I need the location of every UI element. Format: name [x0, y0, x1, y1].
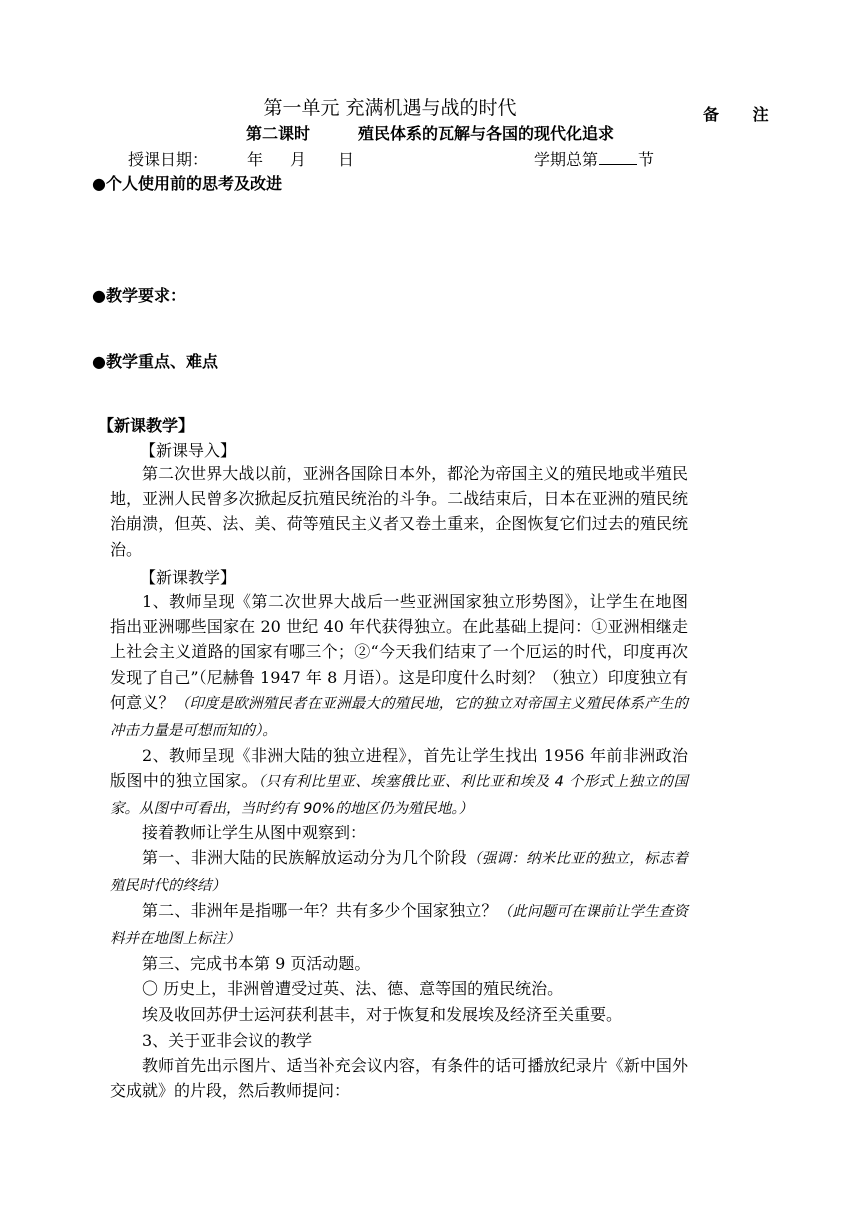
date-line [128, 147, 354, 170]
paragraph-2 [110, 743, 688, 823]
section-reflection: ●个人使用前的思考及改进 [92, 174, 282, 193]
date-label: 授课日期： [128, 150, 209, 169]
paragraph-10: 教师首先出示图片、适当补充会议内容，有条件的话可播放纪录片《新中国外交成就》的片段，然后教师提问： [110, 1056, 688, 1101]
paragraph-8: 埃及收回苏伊士运河获利甚丰，对于恢复和发展埃及经济至关重要。 [142, 1005, 623, 1024]
section-new-lesson: 【新课教学】 [98, 416, 195, 435]
teaching-heading: 【新课教学】 [140, 568, 237, 587]
term-suffix: 节 [638, 150, 655, 169]
lesson-number: 第二课时 [245, 124, 310, 143]
unit-title: 第一单元 充满机遇与战的时代 [263, 97, 517, 119]
day-label: 日 [338, 150, 355, 169]
paragraph-6: 第三、完成书本第 9 页活动题。 [142, 954, 371, 973]
paragraph-4-text: 第一、非洲大陆的民族解放运动分为几个阶段 [142, 848, 467, 867]
term-count [534, 147, 654, 170]
paragraph-4-note: （强调：纳米比亚的独立，标志着殖民时代的终结） [110, 851, 688, 895]
intro-heading: 【新课导入】 [140, 441, 237, 460]
year-label: 年 [247, 150, 264, 169]
paragraph-1 [110, 589, 688, 744]
term-blank [599, 150, 637, 165]
remark-label: 备 注 [703, 105, 783, 124]
paragraph-5 [110, 898, 688, 952]
lesson-subtitle: 殖民体系的瓦解与各国的现代化追求 [358, 124, 615, 143]
paragraph-3: 接着教师让学生从图中观察到： [142, 823, 367, 842]
paragraph-2-note: （只有利比里亚、埃塞俄比亚、利比亚和埃及 4 个形式上独立的国家。从图中可看出，当时约有 90%的地区仍为殖民地。） [110, 774, 688, 818]
section-key-points: ●教学重点、难点 [92, 352, 218, 371]
section-requirements: ●教学要求： [92, 286, 186, 305]
intro-paragraph: 第二次世界大战以前，亚洲各国除日本外，都沦为帝国主义的殖民地或半殖民地，亚洲人民曾多次掀起反抗殖民统治的斗争。二战结束后，日本在亚洲的殖民统治崩溃，但英、法、美、荷等殖民主义者又卷土重来，企图恢复它们过去的殖民统治。 [110, 464, 688, 559]
paragraph-5-note: （此问题可在课前让学生查资料并在地图上标注） [110, 904, 688, 948]
paragraph-2-text: 2、教师呈现《非洲大陆的独立进程》，首先让学生找出 1956 年前非洲政治版图中的独立国家。 [110, 746, 688, 791]
paragraph-9: 3、关于亚非会议的教学 [142, 1031, 313, 1050]
term-prefix: 学期总第 [534, 150, 599, 169]
paragraph-1-note: （印度是欧洲殖民者在亚洲最大的殖民地，它的独立对帝国主义殖民体系产生的冲击力量是可想而知的）。 [110, 695, 688, 740]
month-label: 月 [290, 150, 307, 169]
paragraph-4 [110, 845, 688, 899]
paragraph-7: 〇 历史上，非洲曾遭受过英、法、德、意等国的殖民统治。 [142, 979, 564, 998]
lesson-title [0, 121, 860, 144]
paragraph-5-text: 第二、非洲年是指哪一年？共有多少个国家独立？ [142, 901, 498, 920]
paragraph-1-text: 1、教师呈现《第二次世界大战后一些亚洲国家独立形势图》，让学生在地图指出亚洲哪些国家在 20 世纪 40 年代获得独立。在此基础上提问：①亚洲相继走上社会主义道路的国家有哪三个；②“今天我们结束了一个厄运的时代，印度再次发现了自己”（尼赫鲁 1947 年 8 月语）。这是印度什么时刻？（独立）印度独立有何意义？ [110, 592, 688, 712]
